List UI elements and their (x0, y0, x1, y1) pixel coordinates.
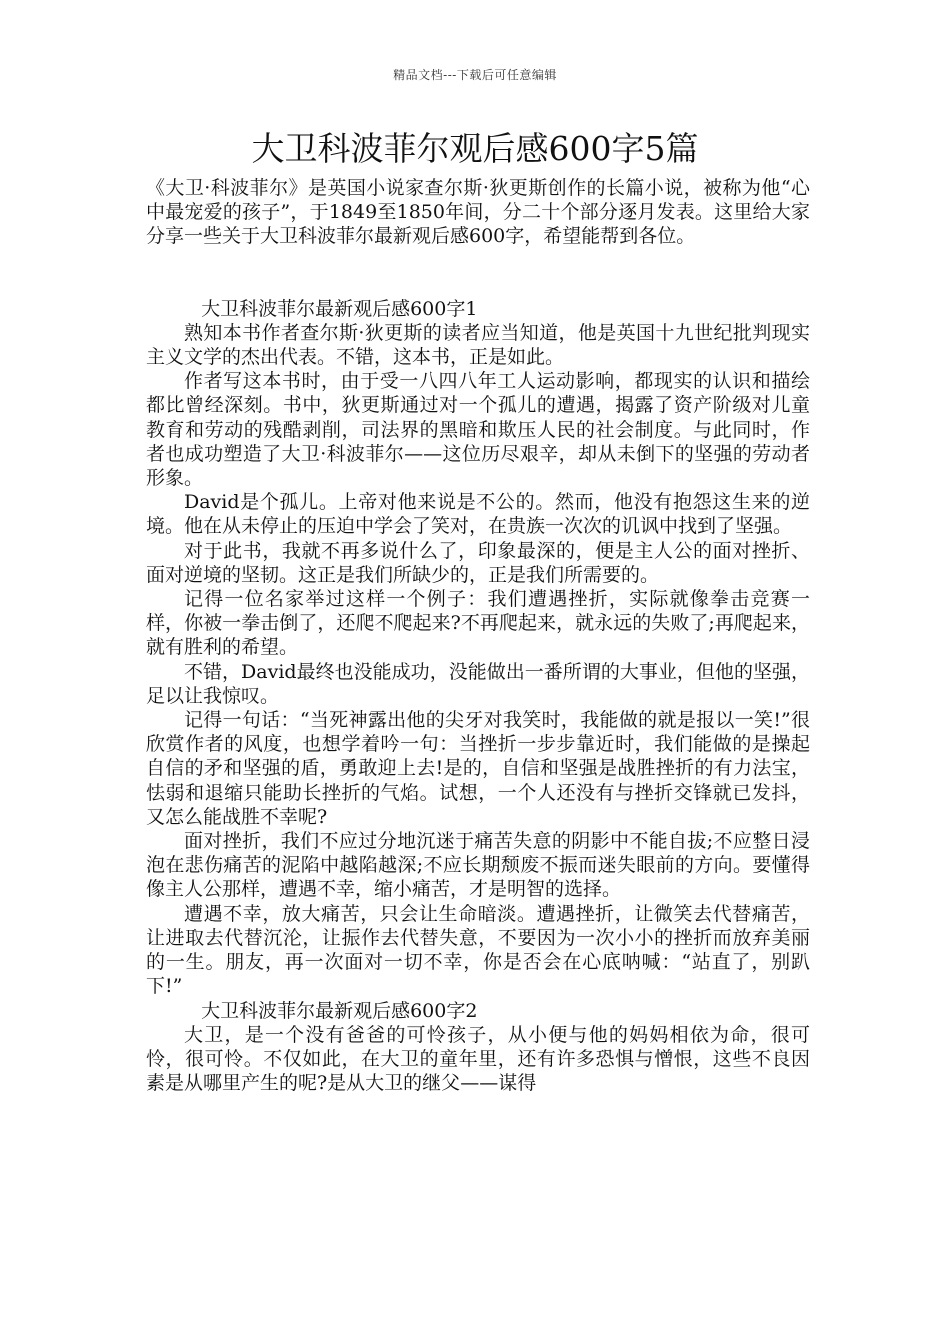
paragraph: 面对挫折，我们不应过分地沉迷于痛苦失意的阴影中不能自拔;不应整日浸泡在悲伤痛苦的泥陷中越陷越深;不应长期颓废不振而迷失眼前的方向。要懂得像主人公那样，遭遇不幸，缩小痛苦，才是明智的选择。 (146, 830, 810, 901)
header-note: 精品文档---下载后可任意编辑 (393, 68, 557, 82)
document-body (146, 176, 810, 1095)
blank-line (146, 249, 810, 297)
section-heading-1: 大卫科波菲尔最新观后感600字1 (201, 297, 478, 320)
paragraph: 对于此书，我就不再多说什么了，印象最深的，便是主人公的面对挫折、面对逆境的坚韧。这正是我们所缺少的，正是我们所需要的。 (146, 539, 810, 586)
paragraph: 熟知本书作者查尔斯·狄更斯的读者应当知道，他是英国十九世纪批判现实主义文学的杰出代表。不错，这本书，正是如此。 (146, 321, 810, 369)
paragraph: 记得一句话：“当死神露出他的尖牙对我笑时，我能做的就是报以一笑!”很欣赏作者的风度，也想学着吟一句：当挫折一步步靠近时，我们能做的是操起自信的矛和坚强的盾，勇敢迎上去!是的，自信和坚强是战胜挫折的有力法宝，怯弱和退缩只能助长挫折的气焰。试想，一个人还没有与挫折交锋就已发抖，又怎么能战胜不幸呢? (146, 709, 810, 828)
paragraph: 不错，David最终也没能成功，没能做出一番所谓的大事业，但他的坚强，足以让我惊叹。 (146, 660, 810, 707)
paragraph: 记得一位名家举过这样一个例子：我们遭遇挫折，实际就像拳击竞赛一样，你被一拳击倒了，还爬不爬起来?不再爬起来，就永远的失败了;再爬起来，就有胜利的希望。 (146, 588, 810, 659)
section-heading-2: 大卫科波菲尔最新观后感600字2 (201, 999, 478, 1022)
paragraph: 遭遇不幸，放大痛苦，只会让生命暗淡。遭遇挫折，让微笑去代替痛苦，让进取去代替沉沦，让振作去代替失意，不要因为一次小小的挫折而放弃美丽的一生。朋友，再一次面对一切不幸，你是否会在心底呐喊：“站直了，别趴下!” (146, 902, 810, 998)
paragraph: 作者写这本书时，由于受一八四八年工人运动影响，都现实的认识和描绘都比曾经深刻。书中，狄更斯通过对一个孤儿的遭遇，揭露了资产阶级对儿童教育和劳动的残酷剥削，司法界的黑暗和欺压人民的社会制度。与此同时，作者也成功塑造了大卫·科波菲尔——这位历尽艰辛，却从未倒下的坚强的劳动者形象。 (146, 370, 810, 490)
document-title: 大卫科波菲尔观后感600字5篇 (251, 129, 699, 168)
intro-paragraph: 《大卫·科波菲尔》是英国小说家查尔斯·狄更斯创作的长篇小说，被称为他“心中最宠爱的孩子”，于1849至1850年间，分二十个部分逐月发表。这里给大家分享一些关于大卫科波菲尔最新观后感600字，希望能帮到各位。 (146, 177, 810, 248)
paragraph: 大卫，是一个没有爸爸的可怜孩子，从小便与他的妈妈相依为命，很可怜，很可怜。不仅如此，在大卫的童年里，还有许多恐惧与憎恨，这些不良因素是从哪里产生的呢?是从大卫的继父——谋得 (146, 1023, 810, 1095)
paragraph: David是个孤儿。上帝对他来说是不公的。然而，他没有抱怨这生来的逆境。他在从未停止的压迫中学会了笑对，在贵族一次次的讥讽中找到了坚强。 (146, 491, 810, 538)
